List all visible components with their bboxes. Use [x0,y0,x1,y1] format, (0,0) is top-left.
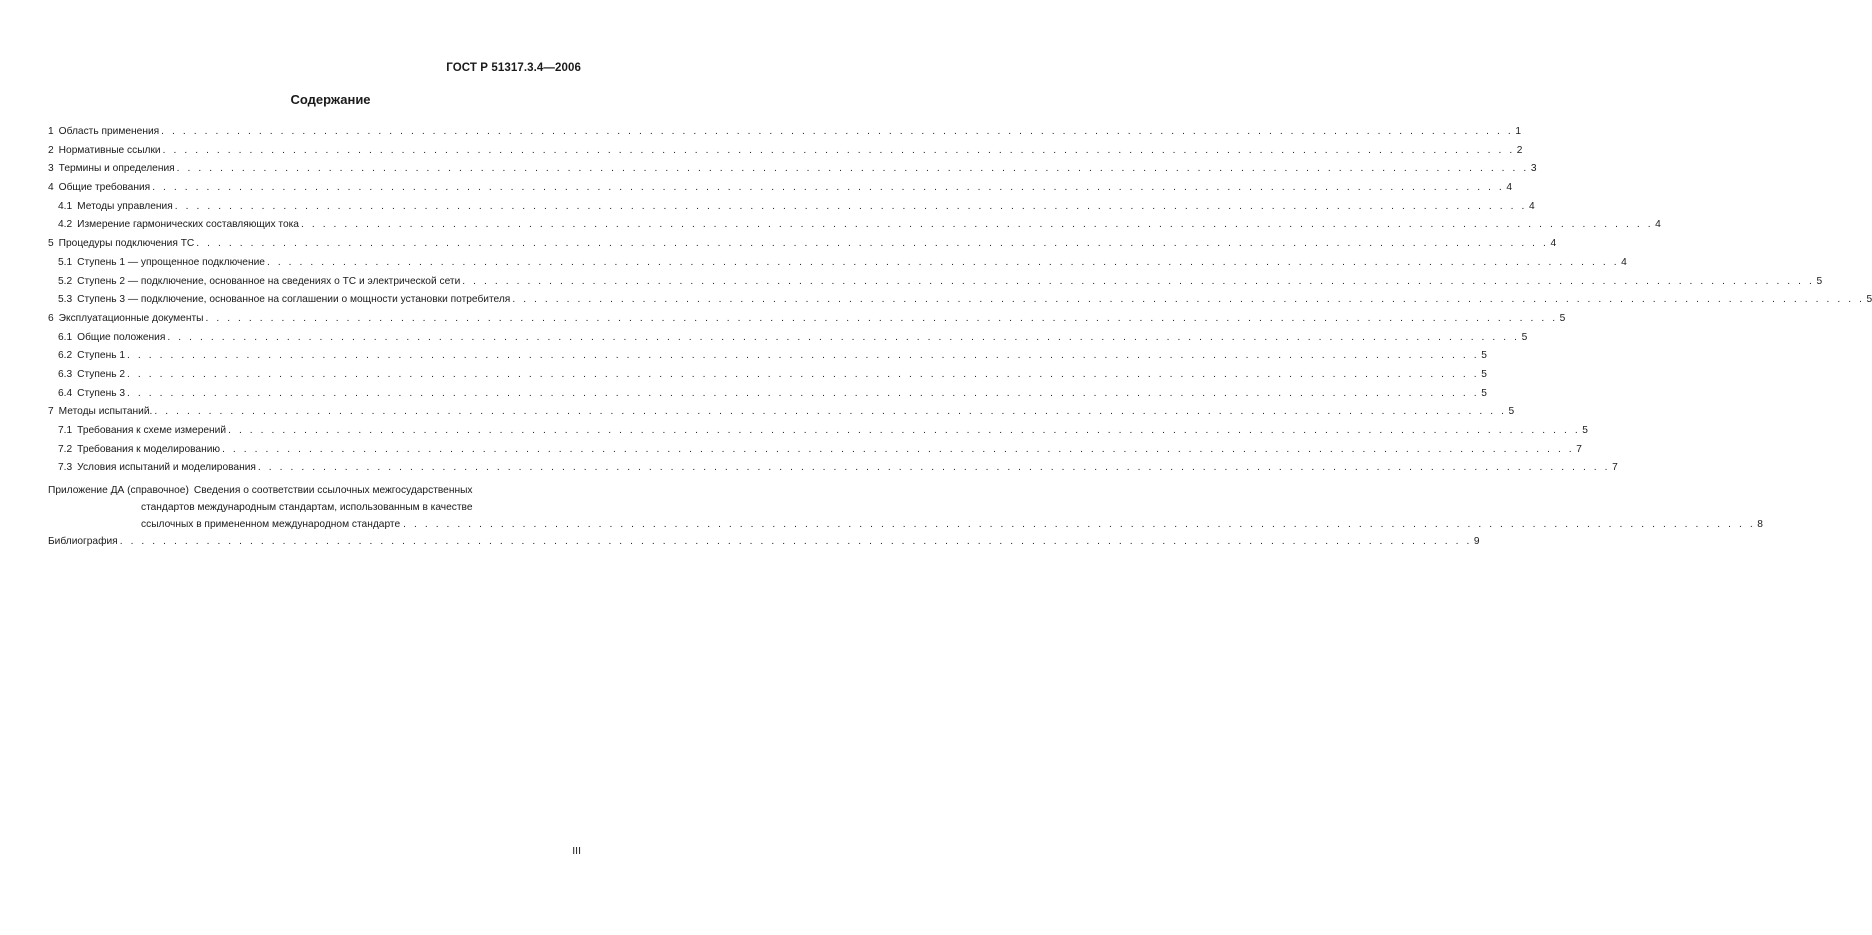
toc-entry-title: Требования к моделированию [77,443,221,455]
toc-entry-number: 6.1 [58,331,73,343]
table-of-contents [48,123,1872,552]
toc-leader-dots: . . . . . . . . . . . . . . . . . . . . . . . . . . . . . . . . . . . . . . . . . . . . . . . . . . . . . . . . . . . . . . . . . . . . . . . . . . . . . . . . . . . . . . . . . . . . . . . . . . . . . . . . . . . . . . . . . . . . . . . . . . . . . [127,387,1480,399]
toc-entry-number: 5.3 [58,294,73,306]
toc-entry-number: 7.1 [58,425,73,436]
toc-leader-dots: . . . . . . . . . . . . . . . . . . . . . . . . . . . . . . . . . . . . . . . . . . . . . . . . . . . . . . . . . . . . . . . . . . . . . . . . . . . . . . . . . . . . . . . . . . . . . . . . . . . . . . . . . . . . . . . . . . . . . . . . . . . . . [222,443,1575,455]
bibliography-page: 9 [1473,536,1480,548]
toc-leader-dots: . . . . . . . . . . . . . . . . . . . . . . . . . . . . . . . . . . . . . . . . . . . . . . . . . . . . . . . . . . . . . . . . . . . . . . . . . . . . . . . . . . . . . . . . . . . . . . . . . . . . . . . . . . . . . . . . . . . . . . . . . . . . . [119,536,1472,548]
toc-entry-title: Общие требования [58,182,151,194]
toc-entry-page: 4 [1506,182,1513,194]
toc-entry-page: 2 [1516,144,1523,156]
document-header: ГОСТ Р 51317.3.4—2006 [446,62,581,74]
toc-leader-dots: . . . . . . . . . . . . . . . . . . . . . . . . . . . . . . . . . . . . . . . . . . . . . . . . . . . . . . . . . . . . . . . . . . . . . . . . . . . . . . . . . . . . . . . . . . . . . . . . . . . . . . . . . . . . . . . . . . . . . . . . . . . . . [462,275,1815,287]
toc-entry-title: Условия испытаний и моделирования [77,462,256,474]
toc-appendix-entry[interactable] [48,482,1763,533]
toc-entry[interactable] [48,441,1582,460]
toc-entry-page: 1 [1515,126,1521,137]
appendix-title-line2: стандартов международным стандартам, использованным в качестве [141,502,473,514]
toc-entry-page: 5 [1559,312,1566,324]
toc-entry-title: Измерение гармонических составляющих тока [77,219,299,231]
toc-entry[interactable] [48,235,1557,254]
toc-entry-title: Ступень 2 [77,368,126,380]
toc-entry[interactable] [48,329,1528,348]
toc-entry[interactable] [48,142,1523,161]
toc-entry-page: 7 [1576,443,1582,455]
appendix-title-line1: Сведения о соответствии ссылочных межгосударственных [193,485,473,497]
toc-bibliography-entry[interactable] [48,533,1480,552]
toc-leader-dots: . . . . . . . . . . . . . . . . . . . . . . . . . . . . . . . . . . . . . . . . . . . . . . . . . . . . . . . . . . . . . . . . . . . . . . . . . . . . . . . . . . . . . . . . . . . . . . . . . . . . . . . . . . . . . . . . . . . . . . . . . . . . . [167,331,1520,343]
toc-leader-dots: . . . . . . . . . . . . . . . . . . . . . . . . . . . . . . . . . . . . . . . . . . . . . . . . . . . . . . . . . . . . . . . . . . . . . . . . . . . . . . . . . . . . . . . . . . . . . . . . . . . . . . . . . . . . . . . . . . . . . . . . . . . . . [512,294,1865,306]
toc-entry[interactable] [48,422,1588,441]
toc-entry[interactable] [48,160,1537,179]
toc-entry-number: 4.1 [58,200,73,212]
toc-entry-title: Ступень 3 [77,387,126,399]
toc-entry-title: Нормативные ссылки [58,144,161,156]
toc-entry-number: 2 [48,144,54,156]
toc-entry[interactable] [48,198,1535,217]
toc-entry[interactable] [48,273,1823,292]
toc-entry[interactable] [48,291,1872,310]
toc-entry-title: Требования к схеме измерений [77,425,227,436]
toc-entry-title: Общие положения [77,331,166,343]
toc-entry-number: 4 [48,182,54,194]
toc-leader-dots: . . . . . . . . . . . . . . . . . . . . . . . . . . . . . . . . . . . . . . . . . . . . . . . . . . . . . . . . . . . . . . . . . . . . . . . . . . . . . . . . . . . . . . . . . . . . . . . . . . . . . . . . . . . . . . . . . . . . . . . . . . . . . [266,256,1620,268]
toc-entry[interactable] [48,179,1513,198]
toc-entry-page: 5 [1508,406,1515,418]
toc-leader-dots: . . . . . . . . . . . . . . . . . . . . . . . . . . . . . . . . . . . . . . . . . . . . . . . . . . . . . . . . . . . . . . . . . . . . . . . . . . . . . . . . . . . . . . . . . . . . . . . . . . . . . . . . . . . . . . . . . . . . . . . . . . . . . [161,126,1514,137]
toc-leader-dots: . . . . . . . . . . . . . . . . . . . . . . . . . . . . . . . . . . . . . . . . . . . . . . . . . . . . . . . . . . . . . . . . . . . . . . . . . . . . . . . . . . . . . . . . . . . . . . . . . . . . . . . . . . . . . . . . . . . . . . . . . . . . . [127,350,1480,362]
toc-entry-title: Методы испытаний. [58,406,153,418]
toc-entry-title: Ступень 3 — подключение, основанное на соглашении о мощности установки потребителя [77,294,511,306]
toc-entry-title: Методы управления [77,200,173,212]
toc-entry-number: 5.2 [58,275,73,287]
toc-entry-page: 5 [1481,350,1487,362]
toc-entry[interactable] [48,254,1627,273]
toc-entry[interactable] [48,459,1618,478]
toc-entry-number: 5 [48,238,54,250]
toc-entry-title: Область применения [58,126,160,137]
toc-leader-dots: . . . . . . . . . . . . . . . . . . . . . . . . . . . . . . . . . . . . . . . . . . . . . . . . . . . . . . . . . . . . . . . . . . . . . . . . . . . . . . . . . . . . . . . . . . . . . . . . . . . . . . . . . . . . . . . . . . . . . . . . . . . . . [176,163,1529,175]
toc-leader-dots: . . . . . . . . . . . . . . . . . . . . . . . . . . . . . . . . . . . . . . . . . . . . . . . . . . . . . . . . . . . . . . . . . . . . . . . . . . . . . . . . . . . . . . . . . . . . . . . . . . . . . . . . . . . . . . . . . . . . . . . . . . . . . [154,406,1507,418]
bibliography-title: Библиография [48,536,118,548]
toc-leader-dots: . . . . . . . . . . . . . . . . . . . . . . . . . . . . . . . . . . . . . . . . . . . . . . . . . . . . . . . . . . . . . . . . . . . . . . . . . . . . . . . . . . . . . . . . . . . . . . . . . . . . . . . . . . . . . . . . . . . . . . . . . . . . . [403,519,1756,531]
toc-leader-dots: . . . . . . . . . . . . . . . . . . . . . . . . . . . . . . . . . . . . . . . . . . . . . . . . . . . . . . . . . . . . . . . . . . . . . . . . . . . . . . . . . . . . . . . . . . . . . . . . . . . . . . . . . . . . . . . . . . . . . . . . . . . . . [257,462,1611,474]
toc-entry[interactable] [48,347,1487,366]
toc-entry-title: Ступень 1 [77,350,126,362]
toc-entry-title: Термины и определения [58,163,175,175]
toc-entry-page: 5 [1816,275,1823,287]
page-number: III [572,845,581,857]
appendix-title-line3: ссылочных в примененном международном стандарте [141,519,401,531]
toc-entry-number: 6 [48,312,54,324]
toc-entry[interactable] [48,366,1487,385]
page-title: Содержание [290,92,371,107]
toc-leader-dots: . . . . . . . . . . . . . . . . . . . . . . . . . . . . . . . . . . . . . . . . . . . . . . . . . . . . . . . . . . . . . . . . . . . . . . . . . . . . . . . . . . . . . . . . . . . . . . . . . . . . . . . . . . . . . . . . . . . . . . . . . . . . . [127,368,1480,380]
toc-entry-number: 3 [48,163,54,175]
toc-entry-number: 6.2 [58,350,73,362]
toc-entry-page: 4 [1655,219,1661,231]
toc-entry-number: 7 [48,406,54,418]
toc-leader-dots: . . . . . . . . . . . . . . . . . . . . . . . . . . . . . . . . . . . . . . . . . . . . . . . . . . . . . . . . . . . . . . . . . . . . . . . . . . . . . . . . . . . . . . . . . . . . . . . . . . . . . . . . . . . . . . . . . . . . . . . . . . . . . [174,200,1527,212]
toc-entry-page: 5 [1481,387,1487,399]
toc-entry-number: 7.3 [58,462,73,474]
appendix-page: 8 [1757,519,1763,531]
toc-entry-title: Процедуры подключения ТС [58,238,195,250]
toc-entry-page: 7 [1612,462,1618,474]
toc-leader-dots: . . . . . . . . . . . . . . . . . . . . . . . . . . . . . . . . . . . . . . . . . . . . . . . . . . . . . . . . . . . . . . . . . . . . . . . . . . . . . . . . . . . . . . . . . . . . . . . . . . . . . . . . . . . . . . . . . . . . . . . . . . . . . [300,219,1654,231]
toc-entry-page: 4 [1550,238,1557,250]
toc-leader-dots: . . . . . . . . . . . . . . . . . . . . . . . . . . . . . . . . . . . . . . . . . . . . . . . . . . . . . . . . . . . . . . . . . . . . . . . . . . . . . . . . . . . . . . . . . . . . . . . . . . . . . . . . . . . . . . . . . . . . . . . . . . . . . [205,312,1558,324]
toc-leader-dots: . . . . . . . . . . . . . . . . . . . . . . . . . . . . . . . . . . . . . . . . . . . . . . . . . . . . . . . . . . . . . . . . . . . . . . . . . . . . . . . . . . . . . . . . . . . . . . . . . . . . . . . . . . . . . . . . . . . . . . . . . . . . . [152,182,1505,194]
toc-entry-number: 6.4 [58,387,73,399]
toc-entry-page: 5 [1521,331,1528,343]
toc-entry[interactable] [48,216,1661,235]
toc-entry[interactable] [48,403,1515,422]
toc-entry-page: 5 [1582,425,1588,436]
toc-entry[interactable] [48,310,1566,329]
toc-leader-dots: . . . . . . . . . . . . . . . . . . . . . . . . . . . . . . . . . . . . . . . . . . . . . . . . . . . . . . . . . . . . . . . . . . . . . . . . . . . . . . . . . . . . . . . . . . . . . . . . . . . . . . . . . . . . . . . . . . . . . . . . . . . . . [228,425,1581,436]
toc-entry-title: Ступень 1 — упрощенное подключение [77,256,265,268]
toc-entry-number: 4.2 [58,219,73,231]
toc-entry-number: 6.3 [58,368,73,380]
appendix-label: Приложение ДА (справочное) [48,485,189,497]
toc-entry-title: Эксплуатационные документы [58,312,204,324]
toc-entry-page: 5 [1866,294,1872,306]
toc-entry-page: 3 [1530,163,1537,175]
toc-leader-dots: . . . . . . . . . . . . . . . . . . . . . . . . . . . . . . . . . . . . . . . . . . . . . . . . . . . . . . . . . . . . . . . . . . . . . . . . . . . . . . . . . . . . . . . . . . . . . . . . . . . . . . . . . . . . . . . . . . . . . . . . . . . . . [162,144,1515,156]
toc-entry[interactable] [48,385,1487,404]
toc-leader-dots: . . . . . . . . . . . . . . . . . . . . . . . . . . . . . . . . . . . . . . . . . . . . . . . . . . . . . . . . . . . . . . . . . . . . . . . . . . . . . . . . . . . . . . . . . . . . . . . . . . . . . . . . . . . . . . . . . . . . . . . . . . . . . [196,238,1549,250]
toc-entry-title: Ступень 2 — подключение, основанное на сведениях о ТС и электрической сети [77,275,461,287]
toc-entry[interactable] [48,123,1521,142]
toc-entry-page: 4 [1621,256,1627,268]
toc-entry-page: 5 [1481,368,1487,380]
toc-entry-number: 7.2 [58,443,73,455]
toc-entry-number: 5.1 [58,256,73,268]
toc-entry-page: 4 [1528,200,1535,212]
toc-entry-number: 1 [48,126,54,137]
